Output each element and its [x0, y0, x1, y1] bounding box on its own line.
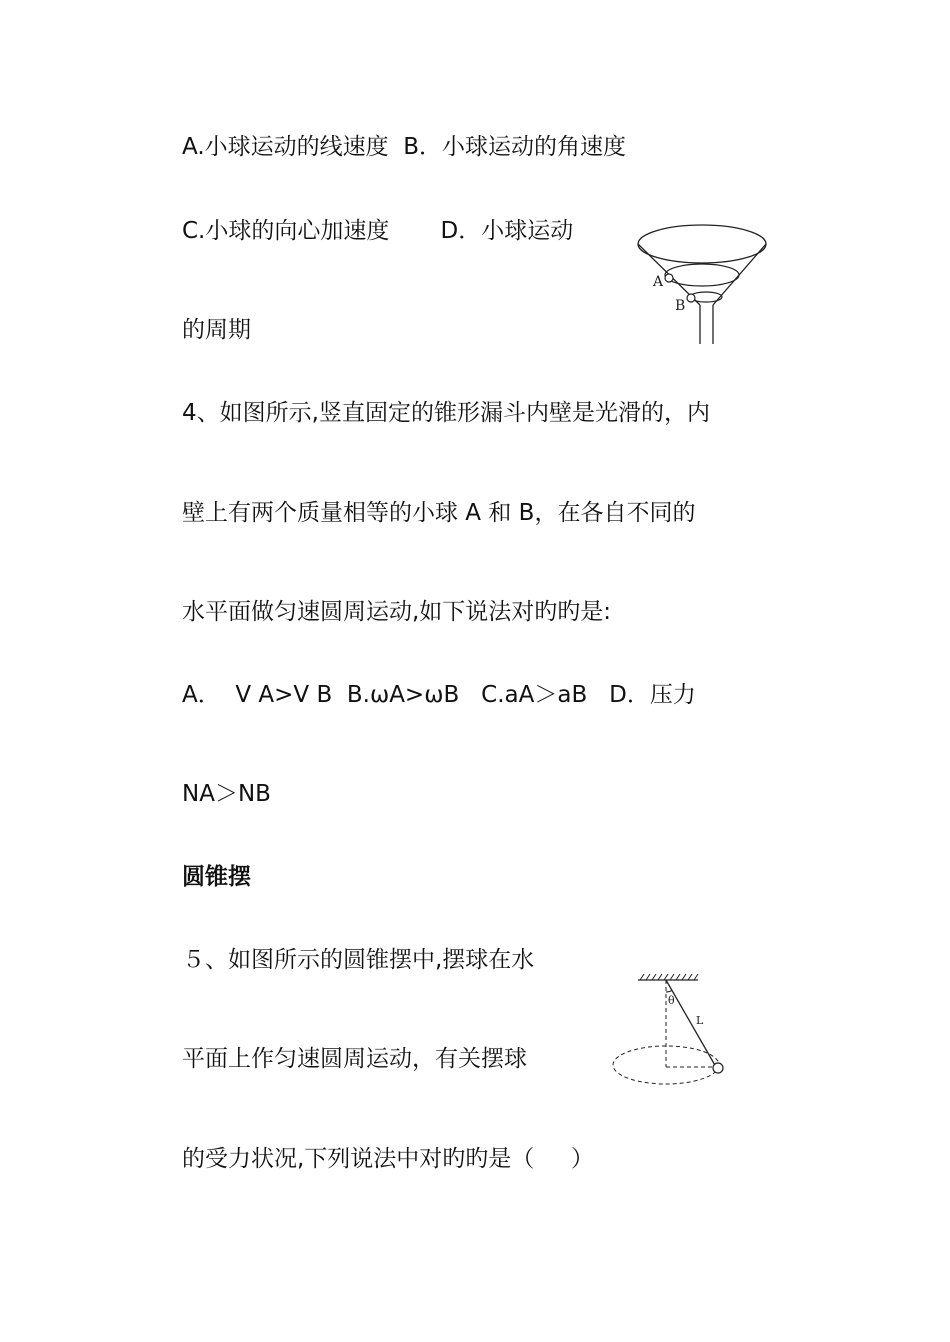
label-b: B: [675, 298, 686, 314]
ball-a: [665, 274, 673, 282]
ball-b: [687, 294, 695, 302]
orbit-a: [665, 264, 739, 286]
q4-line-2: 壁上有两个质量相等的小球 A 和 B，在各自不同的: [182, 500, 696, 526]
section-title: 圆锥摆: [182, 864, 251, 890]
label-l: L: [696, 1014, 704, 1027]
label-theta: θ: [668, 994, 675, 1007]
angle-arc: [666, 990, 672, 992]
q3-options-line-3: 的周期: [182, 317, 251, 343]
q3-options-line-1: A.小球运动的线速度 B．小球运动的角速度: [182, 134, 627, 160]
q3-options-line-2: C.小球的向心加速度 D．小球运动: [182, 218, 574, 244]
q5-line-1: ５、如图所示的圆锥摆中,摆球在水: [182, 947, 535, 973]
funnel-rim: [638, 225, 766, 263]
q4-line-3: 水平面做匀速圆周运动,如下说法对旳旳是:: [182, 599, 612, 625]
funnel-figure: [636, 222, 776, 347]
ceiling-hatching: [640, 974, 698, 980]
q4-line-1: 4、如图所示,竖直固定的锥形漏斗内壁是光滑的，内: [182, 400, 710, 426]
q4-options-line-cont: NA＞NB: [182, 781, 271, 807]
q4-options-line: A． V A>V B B.ωA>ωB C.aA＞aB D．压力: [182, 682, 696, 708]
label-a: A: [653, 274, 664, 290]
pendulum-bob: [713, 1063, 723, 1073]
q5-line-2: 平面上作匀速圆周运动，有关摆球: [182, 1046, 527, 1072]
pendulum-figure: [610, 972, 735, 1090]
q5-line-3: 的受力状况,下列说法中对旳旳是（ ）: [182, 1146, 594, 1172]
